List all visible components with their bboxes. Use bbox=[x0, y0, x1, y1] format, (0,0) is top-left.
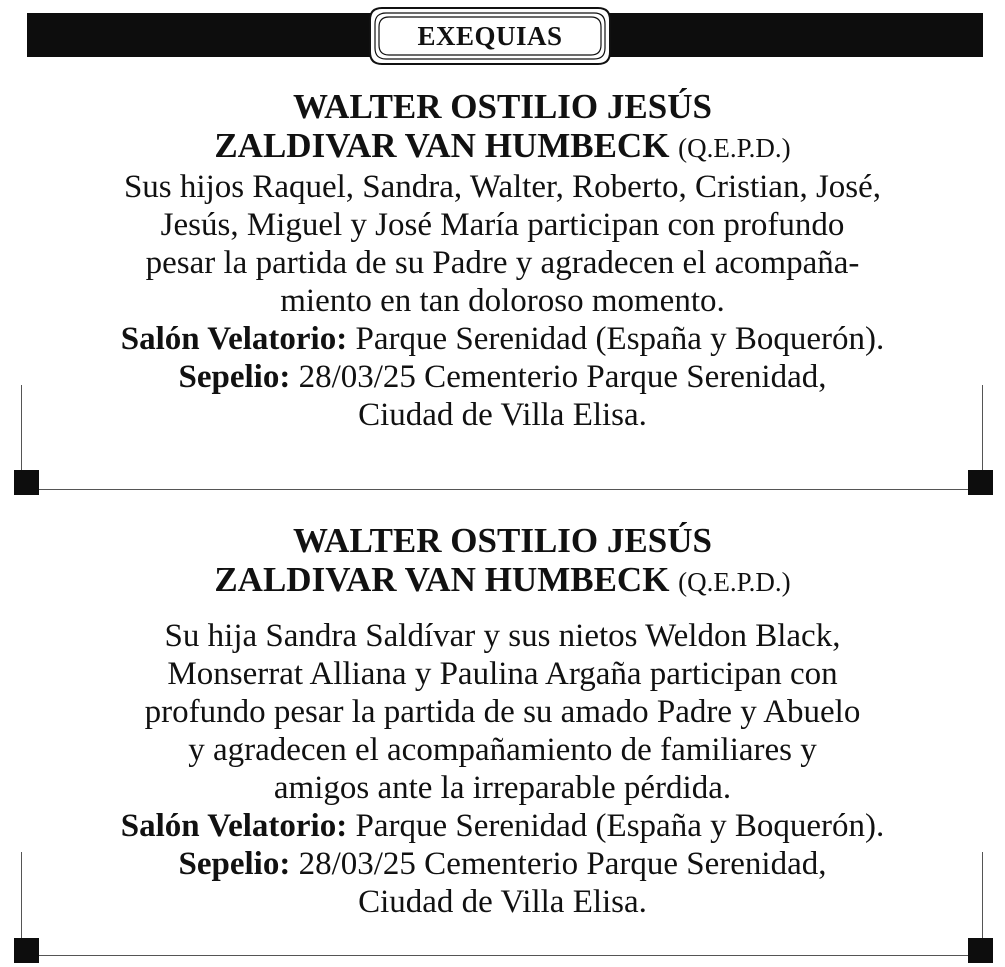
deceased-surname: ZALDIVAR VAN HUMBECK bbox=[214, 560, 670, 599]
sepelio-line bbox=[0, 845, 1005, 883]
notice-message bbox=[0, 168, 1005, 434]
sepelio-label: Sepelio: bbox=[178, 846, 291, 882]
deceased-name-line1: WALTER OSTILIO JESÚS bbox=[293, 87, 712, 126]
frame-bottom-line bbox=[27, 489, 977, 490]
corner-square bbox=[968, 470, 993, 495]
message-line: pesar la partida de su Padre y agradecen el acompaña- bbox=[145, 245, 860, 281]
message-line: Sus hijos Raquel, Sandra, Walter, Roberto, Cristian, José, bbox=[123, 169, 882, 205]
message-line: Monserrat Alliana y Paulina Argaña participan con bbox=[167, 656, 838, 692]
sepelio-value: 28/03/25 Cementerio Parque Serenidad, bbox=[298, 846, 827, 882]
section-title: EXEQUIAS bbox=[417, 20, 563, 51]
velatorio-value: Parque Serenidad (España y Boquerón). bbox=[355, 321, 885, 357]
qepd-label: (Q.E.P.D.) bbox=[678, 133, 791, 163]
message-line: profundo pesar la partida de su amado Padre y Abuelo bbox=[144, 694, 861, 730]
qepd-label: (Q.E.P.D.) bbox=[678, 567, 791, 597]
deceased-name-line2 bbox=[0, 560, 1005, 602]
velatorio-value: Parque Serenidad (España y Boquerón). bbox=[355, 808, 885, 844]
message-line: y agradecen el acompañamiento de familiares y bbox=[188, 732, 817, 768]
velatorio-line bbox=[0, 320, 1005, 358]
obituary-notice-1 bbox=[0, 87, 1005, 434]
frame-left-line bbox=[21, 852, 22, 938]
city-line: Ciudad de Villa Elisa. bbox=[358, 884, 647, 920]
sepelio-line bbox=[0, 358, 1005, 396]
notice-message bbox=[0, 617, 1005, 921]
sepelio-value: 28/03/25 Cementerio Parque Serenidad, bbox=[298, 359, 827, 395]
velatorio-label: Salón Velatorio: bbox=[120, 808, 348, 844]
frame-right-line bbox=[982, 385, 983, 471]
corner-square bbox=[14, 938, 39, 963]
obituary-notice-2 bbox=[0, 521, 1005, 921]
deceased-name-line1: WALTER OSTILIO JESÚS bbox=[293, 521, 712, 560]
message-line: amigos ante la irreparable pérdida. bbox=[273, 770, 732, 806]
message-line: Jesús, Miguel y José María participan con profundo bbox=[160, 207, 845, 243]
city-line: Ciudad de Villa Elisa. bbox=[358, 397, 647, 433]
deceased-name-line2 bbox=[0, 126, 1005, 168]
frame-right-line bbox=[982, 852, 983, 938]
sepelio-label: Sepelio: bbox=[178, 359, 291, 395]
corner-square bbox=[14, 470, 39, 495]
message-line: miento en tan doloroso momento. bbox=[280, 283, 725, 319]
velatorio-line bbox=[0, 807, 1005, 845]
frame-left-line bbox=[21, 385, 22, 471]
message-line: Su hija Sandra Saldívar y sus nietos Weldon Black, bbox=[164, 618, 841, 654]
velatorio-label: Salón Velatorio: bbox=[120, 321, 348, 357]
corner-square bbox=[968, 938, 993, 963]
deceased-surname: ZALDIVAR VAN HUMBECK bbox=[214, 126, 670, 165]
frame-bottom-line bbox=[27, 955, 977, 956]
